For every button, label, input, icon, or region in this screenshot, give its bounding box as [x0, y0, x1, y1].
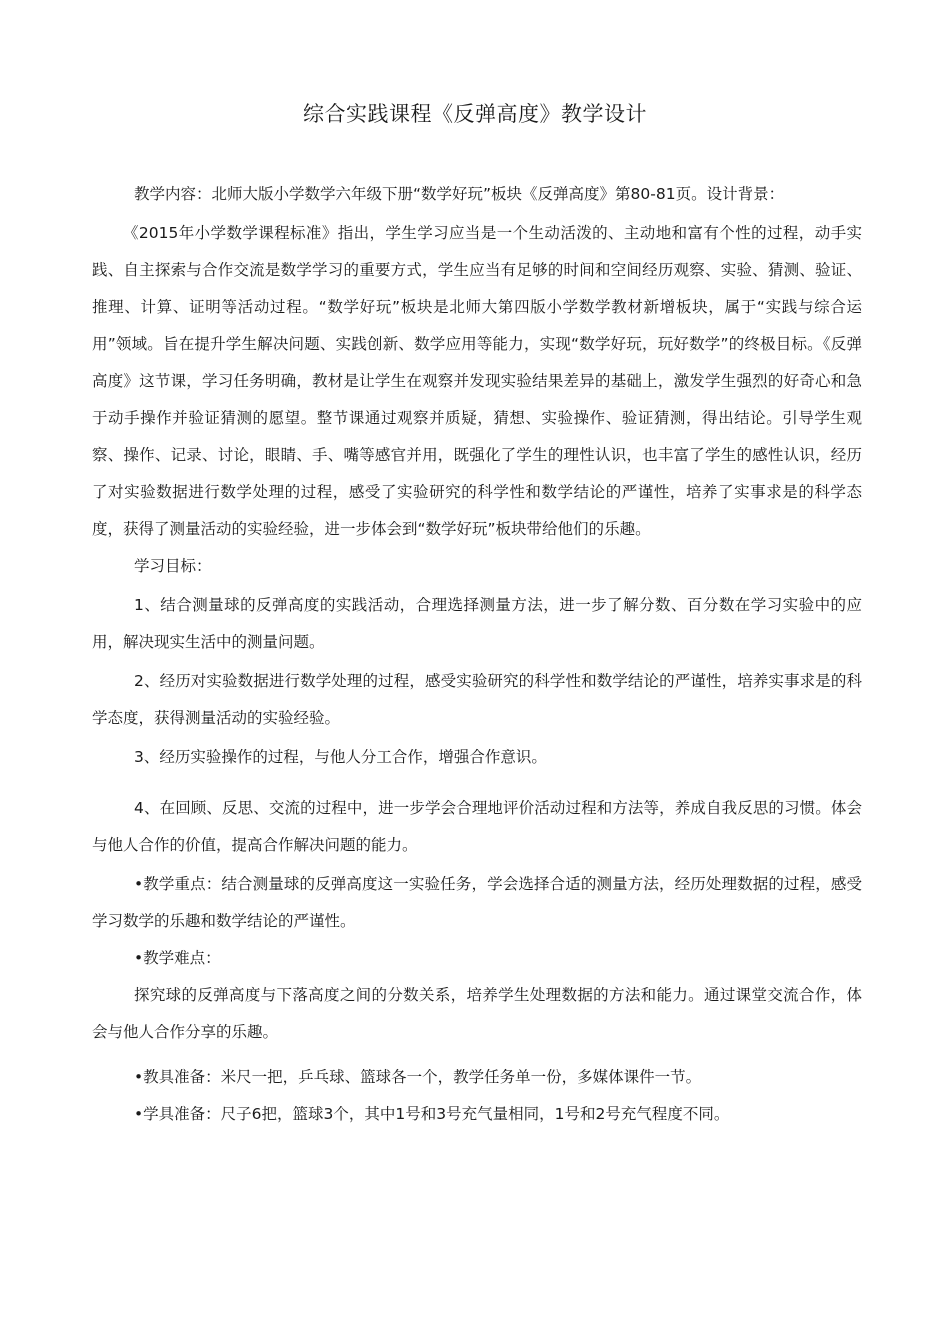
document-body: [92, 176, 862, 1133]
objectives-heading: 学习目标：: [134, 557, 212, 575]
key-point-paragraph: •教学重点：结合测量球的反弹高度这一实验任务，学会选择合适的测量方法，经历处理数据的过程，感受学习数学的乐趣和数学结论的严谨性。: [92, 875, 862, 930]
document-title: 综合实践课程《反弹高度》教学设计: [303, 102, 647, 126]
objective-item-1: 1、结合测量球的反弹高度的实践活动，合理选择测量方法，进一步了解分数、百分数在学习实验中的应用，解决现实生活中的测量问题。: [92, 596, 862, 651]
objective-item-2: 2、经历对实验数据进行数学处理的过程，感受实验研究的科学性和数学结论的严谨性，培养实事求是的科学态度，获得测量活动的实验经验。: [92, 672, 862, 727]
teaching-content-paragraph: 教学内容：北师大版小学数学六年级下册“数学好玩”板块《反弹高度》第80-81页。设计背景：: [134, 185, 785, 203]
background-paragraph: 《2015年小学数学课程标准》指出，学生学习应当是一个生动活泼的、主动地和富有个性的过程，动手实践、自主探索与合作交流是数学学习的重要方式，学生应当有足够的时间和空间经历观察、实验、猜测、验证、推理、计算、证明等活动过程。“数学好玩”板块是北师大第四版小学数学教材新增板块，属于“实践与综合运用”领域。旨在提升学生解决问题、实践创新、数学应用等能力，实现“数学好玩，玩好数学”的终极目标。《反弹高度》这节课，学习任务明确，教材是让学生在观察并发现实验结果差异的基础上，激发学生强烈的好奇心和急于动手操作并验证猜测的愿望。整节课通过观察并质疑，猜想、实验操作、验证猜测，得出结论。引导学生观察、操作、记录、讨论，眼睛、手、嘴等感官并用，既强化了学生的理性认识，也丰富了学生的感性认识，经历了对实验数据进行数学处理的过程，感受了实验研究的科学性和数学结论的严谨性，培养了实事求是的科学态度，获得了测量活动的实验经验，进一步体会到“数学好玩”板块带给他们的乐趣。: [92, 224, 862, 538]
teacher-prep-paragraph: •教具准备：米尺一把，乒乓球、篮球各一个，教学任务单一份，多媒体课件一节。: [134, 1068, 702, 1086]
difficulty-paragraph: 探究球的反弹高度与下落高度之间的分数关系，培养学生处理数据的方法和能力。通过课堂交流合作，体会与他人合作分享的乐趣。: [92, 986, 862, 1041]
objective-item-3: 3、经历实验操作的过程，与他人分工合作，增强合作意识。: [134, 748, 547, 766]
objective-item-4: 4、在回顾、反思、交流的过程中，进一步学会合理地评价活动过程和方法等，养成自我反思的习惯。体会与他人合作的价值，提高合作解决问题的能力。: [92, 799, 862, 854]
student-prep-paragraph: •学具准备：尺子6把，篮球3个，其中1号和3号充气量相同，1号和2号充气程度不同。: [134, 1105, 730, 1123]
difficulty-heading: •教学难点：: [134, 949, 221, 967]
